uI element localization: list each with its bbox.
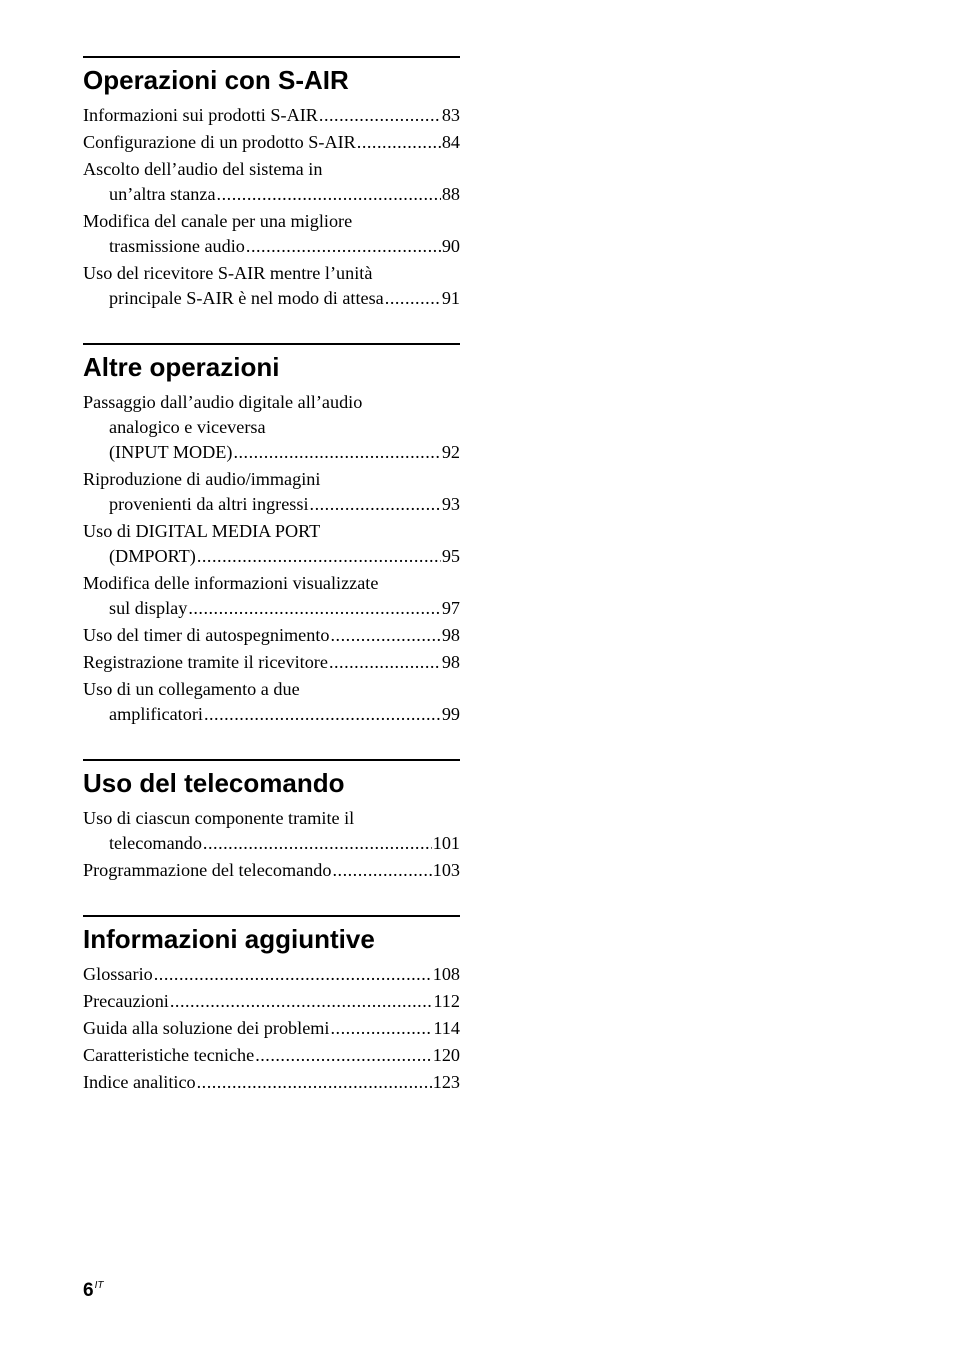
toc-entry xyxy=(83,962,460,987)
toc-entry-line xyxy=(83,596,460,621)
toc-page-number: 112 xyxy=(433,991,460,1011)
dot-leader xyxy=(310,492,441,517)
toc-entry xyxy=(83,989,460,1014)
toc-entry-line xyxy=(83,989,460,1014)
toc-page-number: 101 xyxy=(432,833,460,853)
toc-entry-title: Guida alla soluzione dei problemi xyxy=(83,1018,330,1038)
toc-entry-line xyxy=(83,1043,460,1068)
toc-entry-text: Ascolto dell’audio del sistema in xyxy=(83,159,323,179)
toc-entry xyxy=(83,1016,460,1041)
toc-entry xyxy=(83,261,460,311)
toc-page-number: 92 xyxy=(441,442,460,462)
dot-leader xyxy=(246,234,441,259)
toc-entry xyxy=(83,390,460,465)
toc-section xyxy=(83,759,460,883)
toc-entry-title: (INPUT MODE) xyxy=(109,442,233,462)
toc-section xyxy=(83,343,460,727)
dot-leader xyxy=(197,1070,432,1095)
toc-entry xyxy=(83,209,460,259)
toc-entry-text: analogico e viceversa xyxy=(109,417,266,437)
toc-entry-title: telecomando xyxy=(109,833,202,853)
dot-leader xyxy=(385,286,441,311)
toc-entry xyxy=(83,103,460,128)
toc-entry-text: Modifica delle informazioni visualizzate xyxy=(83,573,379,593)
toc-entry-text: Riproduzione di audio/immagini xyxy=(83,469,321,489)
dot-leader xyxy=(255,1043,432,1068)
toc-entry-title: (DMPORT) xyxy=(109,546,196,566)
toc-entry xyxy=(83,1070,460,1095)
toc-entry-title: principale S-AIR è nel modo di attesa xyxy=(109,288,384,308)
toc-entry-title: Informazioni sui prodotti S-AIR xyxy=(83,105,318,125)
toc-page-number: 99 xyxy=(441,704,460,724)
section-heading: Uso del telecomando xyxy=(83,768,345,798)
dot-leader xyxy=(331,623,441,648)
toc-entry-line xyxy=(83,962,460,987)
toc-entry xyxy=(83,858,460,883)
toc-entry-title: provenienti da altri ingressi xyxy=(109,494,309,514)
toc-entry-text: Passaggio dall’audio digitale all’audio xyxy=(83,392,363,412)
section-heading: Informazioni aggiuntive xyxy=(83,924,375,954)
toc-entry-title: sul display xyxy=(109,598,188,618)
toc-entry xyxy=(83,467,460,517)
toc-page-number: 120 xyxy=(432,1045,460,1065)
dot-leader xyxy=(170,989,433,1014)
toc-entry xyxy=(83,623,460,648)
toc-entry-title: un’altra stanza xyxy=(109,184,216,204)
toc-entry-title: trasmissione audio xyxy=(109,236,245,256)
toc-entry-title: Precauzioni xyxy=(83,991,169,1011)
toc-page-number: 97 xyxy=(441,598,460,618)
toc-entry xyxy=(83,677,460,727)
toc-entry-line xyxy=(83,440,460,465)
toc-entry-text: Uso di DIGITAL MEDIA PORT xyxy=(83,521,321,541)
toc-entry-line xyxy=(83,234,460,259)
toc-page-number: 83 xyxy=(441,105,460,125)
toc-entry-line xyxy=(83,182,460,207)
dot-leader xyxy=(330,1016,432,1041)
dot-leader xyxy=(203,831,432,856)
toc-page-number: 95 xyxy=(441,546,460,566)
dot-leader xyxy=(154,962,432,987)
section-divider xyxy=(83,343,460,345)
toc-page-number: 98 xyxy=(441,625,460,645)
toc-page-number: 93 xyxy=(441,494,460,514)
toc-entry-text: Uso del ricevitore S-AIR mentre l’unità xyxy=(83,263,373,283)
toc-entry xyxy=(83,806,460,856)
toc-page-number: 91 xyxy=(441,288,460,308)
toc-entry-line xyxy=(83,702,460,727)
toc-page-number: 123 xyxy=(432,1072,460,1092)
dot-leader xyxy=(188,596,441,621)
section-divider xyxy=(83,915,460,917)
dot-leader xyxy=(233,440,440,465)
dot-leader xyxy=(329,650,441,675)
toc-page-number: 88 xyxy=(441,184,460,204)
language-code: IT xyxy=(94,1280,104,1291)
toc-entry-title: Uso del timer di autospegnimento xyxy=(83,625,330,645)
page-number-footer xyxy=(83,1280,103,1302)
dot-leader xyxy=(357,130,441,155)
toc-entry xyxy=(83,650,460,675)
toc-entry xyxy=(83,1043,460,1068)
table-of-contents xyxy=(83,56,460,1127)
toc-entry-line xyxy=(83,492,460,517)
toc-entry-title: Caratteristiche tecniche xyxy=(83,1045,255,1065)
dot-leader xyxy=(332,858,431,883)
toc-entry-line xyxy=(83,1070,460,1095)
dot-leader xyxy=(204,702,441,727)
toc-entry-line xyxy=(83,544,460,569)
toc-page-number: 90 xyxy=(441,236,460,256)
toc-entry-title: Programmazione del telecomando xyxy=(83,860,332,880)
toc-entry-text: Uso di ciascun componente tramite il xyxy=(83,808,355,828)
section-heading: Altre operazioni xyxy=(83,352,280,382)
toc-entry xyxy=(83,130,460,155)
toc-section xyxy=(83,56,460,311)
section-heading: Operazioni con S-AIR xyxy=(83,65,349,95)
toc-entry-title: Indice analitico xyxy=(83,1072,196,1092)
toc-entry xyxy=(83,157,460,207)
section-divider xyxy=(83,759,460,761)
toc-entry-title: Configurazione di un prodotto S-AIR xyxy=(83,132,356,152)
toc-entry-line xyxy=(83,130,460,155)
section-divider xyxy=(83,56,460,58)
toc-entry xyxy=(83,519,460,569)
toc-entry-line xyxy=(83,831,460,856)
toc-entry-text: Uso di un collegamento a due xyxy=(83,679,300,699)
page-number: 6 xyxy=(83,1280,94,1301)
toc-page-number: 108 xyxy=(432,964,460,984)
toc-entry-title: amplificatori xyxy=(109,704,203,724)
toc-entry-line xyxy=(83,858,460,883)
toc-entry-line xyxy=(83,286,460,311)
toc-entry-line xyxy=(83,623,460,648)
dot-leader xyxy=(217,182,441,207)
dot-leader xyxy=(197,544,441,569)
toc-section xyxy=(83,915,460,1095)
toc-page-number: 114 xyxy=(433,1018,460,1038)
dot-leader xyxy=(319,103,441,128)
toc-entry-line xyxy=(83,650,460,675)
toc-entry-title: Registrazione tramite il ricevitore xyxy=(83,652,328,672)
toc-entry-text: Modifica del canale per una migliore xyxy=(83,211,353,231)
toc-entry xyxy=(83,571,460,621)
toc-entry-title: Glossario xyxy=(83,964,153,984)
toc-page-number: 103 xyxy=(432,860,460,880)
toc-page-number: 98 xyxy=(441,652,460,672)
toc-entry-line xyxy=(83,1016,460,1041)
toc-entry-line xyxy=(83,103,460,128)
toc-page-number: 84 xyxy=(441,132,460,152)
